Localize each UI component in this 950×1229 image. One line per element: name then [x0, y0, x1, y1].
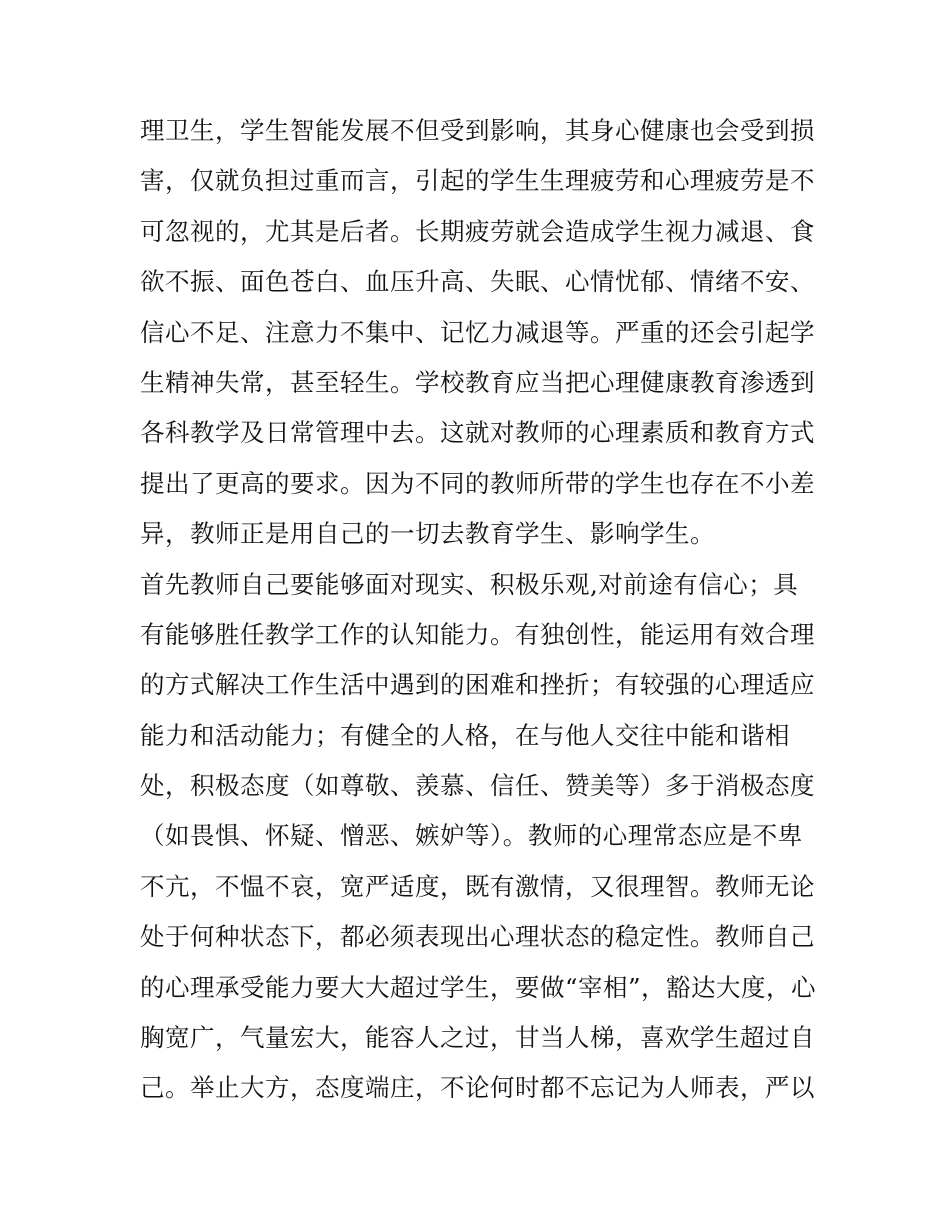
text-line: 理卫生，学生智能发展不但受到影响，其身心健康也会受到损	[140, 116, 815, 145]
text-line: 己。举止大方，态度端庄，不论何时都不忘记为人师表，严以	[140, 1073, 815, 1103]
text-line: 欲不振、面色苍白、血压升高、失眠、心情忧郁、情绪不安、	[140, 267, 815, 297]
text-line: 首先教师自己要能够面对现实、积极乐观,对前途有信心；具	[140, 569, 799, 599]
text-line: 异，教师正是用自己的一切去教育学生、影响学生。	[140, 519, 715, 549]
text-line: 处，积极态度（如尊敬、羡慕、信任、赞美等）多于消极态度	[140, 771, 815, 801]
text-line: 各科教学及日常管理中去。这就对教师的心理素质和教育方式	[140, 418, 815, 448]
text-line: 提出了更高的要求。因为不同的教师所带的学生也存在不小差	[140, 468, 815, 498]
text-line: 处于何种状态下，都必须表现出心理状态的稳定性。教师自己	[140, 922, 815, 952]
text-line: （如畏惧、怀疑、憎恶、嫉妒等）。教师的心理常态应是不卑	[140, 821, 803, 851]
text-line: 的心理承受能力要大大超过学生，要做“宰相”，豁达大度，心	[140, 972, 817, 1002]
text-line: 的方式解决工作生活中遇到的困难和挫折；有较强的心理适应	[140, 670, 815, 700]
text-line: 有能够胜任教学工作的认知能力。有独创性，能运用有效合理	[140, 619, 815, 649]
text-line: 害，仅就负担过重而言，引起的学生生理疲劳和心理疲劳是不	[140, 166, 815, 196]
text-line: 胸宽广，气量宏大，能容人之过，甘当人梯，喜欢学生超过自	[140, 1023, 815, 1053]
text-line: 可忽视的，尤其是后者。长期疲劳就会造成学生视力减退、食	[140, 216, 815, 246]
text-line: 信心不足、注意力不集中、记忆力减退等。严重的还会引起学	[140, 317, 815, 347]
body-text	[140, 106, 820, 1114]
text-line: 生精神失常，甚至轻生。学校教育应当把心理健康教育渗透到	[140, 367, 815, 397]
text-line: 能力和活动能力；有健全的人格，在与他人交往中能和谐相	[140, 720, 790, 750]
text-line: 不亢，不愠不哀，宽严适度，既有激情，又很理智。教师无论	[140, 871, 815, 901]
